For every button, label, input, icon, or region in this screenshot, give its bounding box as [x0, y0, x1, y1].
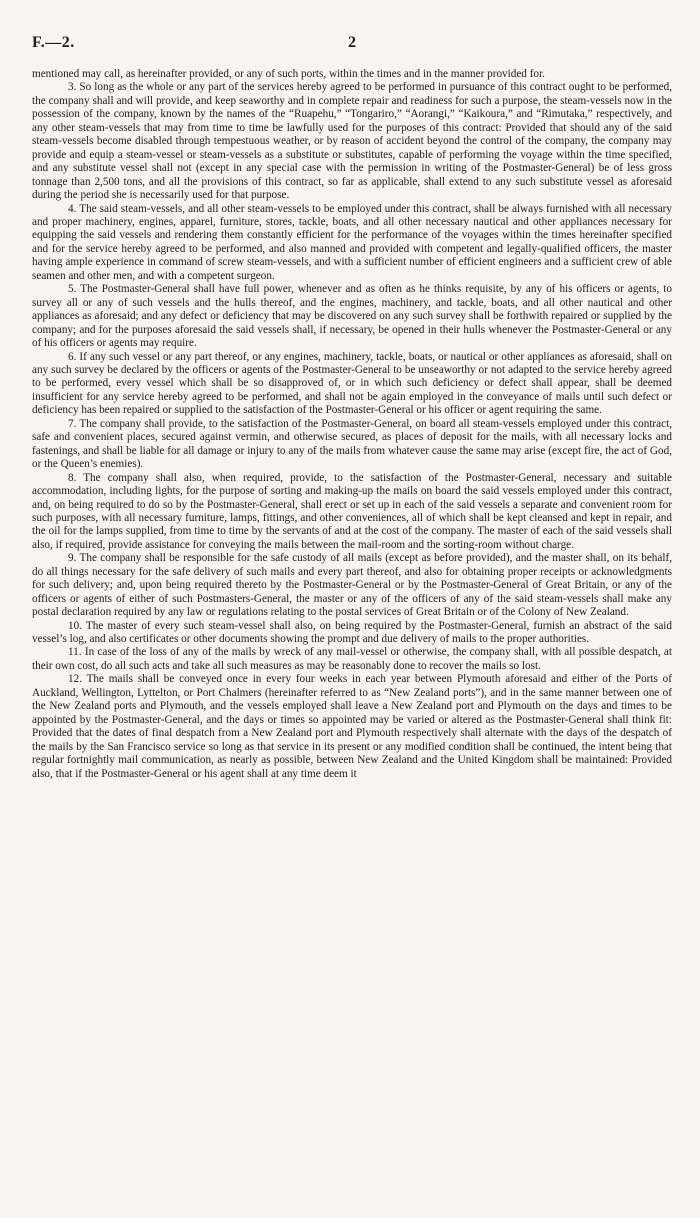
- document-reference: F.—2.: [32, 34, 75, 51]
- paragraph-5: 5. The Postmaster-General shall have full power, whenever and as often as he thinks requisite, by any of his officers or agents, to survey all or any of such vessels and the hulls thereof, and the engines, machinery, and tackle, boats, and all other nautical and other appliances as aforesaid; and any defect or deficiency that may be discovered on any such survey shall be forthwith repaired or supplied by the company; and for the purposes aforesaid the said vessels shall, if necessary, be opened in their hulls whenever the Postmaster-General or any of his officers or agents may require.: [32, 283, 672, 350]
- paragraph-continuation: mentioned may call, as hereinafter provided, or any of such ports, within the times and in the manner provided for.: [32, 68, 545, 80]
- page-header: [32, 34, 672, 68]
- paragraph-3: 3. So long as the whole or any part of the services hereby agreed to be performed in pursuance of this contract ought to be performed, the company shall and will provide, and keep seaworthy and in complete repair and readiness for such a purpose, the steam-vessels now in the possession of the company, known by the names of the “Ruapehu,” “Tongariro,” “Aorangi,” “Kaikoura,” and “Rimutaka,” respectively, and any other steam-vessels that may from time to time be lawfully used for the purposes of this contract: Provided that should any of the said steam-vessels become disabled through tempestuous weather, or by reason of accident beyond the control of the company, the company may provide and equip a steam-vessel or steam-vessels as a substitute or substitutes, capable of performing the voyage within the time specified, and any substitute vessel shall not (except in any special case with the permission in writing of the Postmaster-General) be of less gross tonnage than 2,500 tons, and all the provisions of this contract, so far as applicable, shall extend to any such substitute vessel as aforesaid during the period she is necessarily used for that purpose.: [32, 81, 672, 202]
- page-number: 2: [348, 34, 356, 51]
- paragraph-12: 12. The mails shall be conveyed once in every four weeks in each year between Plymouth aforesaid and either of the Ports of Auckland, Wellington, Lyttelton, or Port Chalmers (hereinafter referred to as “New Zealand ports”), and in the same manner between one of the New Zealand ports and Plymouth, and the vessels employed shall leave a New Zealand port and Plymouth on the days and times to be appointed by the Postmaster-General, and the days or times so appointed may be varied or altered as the Postmaster-General shall think fit: Provided that the dates of final despatch from a New Zealand port and Plymouth respectively shall alternate with the days of the despatch of the mails by the San Francisco service so long as that service in its present or any modified condition shall be continued, the intent being that regular fortnightly mail communication, as nearly as possible, between New Zealand and the United Kingdom shall be maintained: Provided also, that if the Postmaster-General or his agent shall at any time deem it: [32, 673, 672, 780]
- paragraph-4: 4. The said steam-vessels, and all other steam-vessels to be employed under this contract, shall be always furnished with all necessary and proper machinery, engines, apparel, furniture, stores, tackle, boats, and all other necessary nautical and other appliances necessary for equipping the said vessels and rendering them constantly efficient for the performance of the voyages within the times hereinafter specified and for the service hereby agreed to be performed, and also manned and provided with competent and legally-qualified officers, the master having ample experience in command of screw steam-vessels, and with a sufficient number of efficient engineers and a sufficient crew of able seamen and other men, and with a competent surgeon.: [32, 202, 672, 282]
- paragraph-7: 7. The company shall provide, to the satisfaction of the Postmaster-General, on board all steam-vessels employed under this contract, safe and convenient places, secured against vermin, and otherwise secured, as places of deposit for the mails, with all necessary locks and fastenings, and shall be liable for all damage or injury to any of the mails from whatever cause the same may arise (except fire, the act of God, or the Queen’s enemies).: [32, 417, 672, 471]
- paragraph-6: 6. If any such vessel or any part thereof, or any engines, machinery, tackle, boats, or nautical or other appliances as aforesaid, shall on any such survey be declared by the officers or agents of the Postmaster-General to be unseaworthy or not adapted to the service hereby agreed to be performed, every vessel which shall be so disapproved of, or in which such deficiency or defect shall appear, shall be deemed insufficient for any service hereby agreed to be performed, and shall not be again employed in the conveyance of mails until such defect or deficiency has been repaired or supplied to the satisfaction of the Postmaster-General or his officer or agent requiring the same.: [32, 350, 672, 417]
- paragraph-9: 9. The company shall be responsible for the safe custody of all mails (except as before provided), and the master shall, on its behalf, do all things necessary for the safe delivery of such mails and every part thereof, and also for obtaining proper receipts or acknowledgments for such delivery; and, upon being required thereto by the Postmaster-General or by the Postmaster-General of Great Britain, or any of the officers or agents of either of such Postmasters-General, the master or any of the officers of any of the said steam-vessels shall make any postal declaration required by any law or regulations relating to the postal services of Great Britain or of the Colony of New Zealand.: [32, 552, 672, 619]
- paragraph-10: 10. The master of every such steam-vessel shall also, on being required by the Postmaster-General, furnish an abstract of the said vessel’s log, and also certificates or other documents showing the prompt and due delivery of mails to the proper authorities.: [32, 619, 672, 646]
- body-text: [32, 68, 672, 781]
- paragraph-11: 11. In case of the loss of any of the mails by wreck of any mail-vessel or otherwise, the company shall, with all possible despatch, at their own cost, do all such acts and take all such measures as may be reasonably done to recover the mails so lost.: [32, 646, 672, 672]
- paragraph-8: 8. The company shall also, when required, provide, to the satisfaction of the Postmaster-General, necessary and suitable accommodation, including lights, for the purpose of sorting and making-up the mails on board the said vessels employed under this contract, and, on being required to do so by the Postmaster-General, shall erect or set up in each of the said vessels a separate and convenient room for such purposes, with all necessary furniture, lamps, fittings, and other conveniences, all of which shall be kept cleansed and kept in repair, and the oil for the lamps supplied, from time to time by the servants of and at the cost of the company. The master of each of the said vessels shall also, if required, provide assistance for conveying the mails between the mail-room and the sorting-room without charge.: [32, 471, 672, 551]
